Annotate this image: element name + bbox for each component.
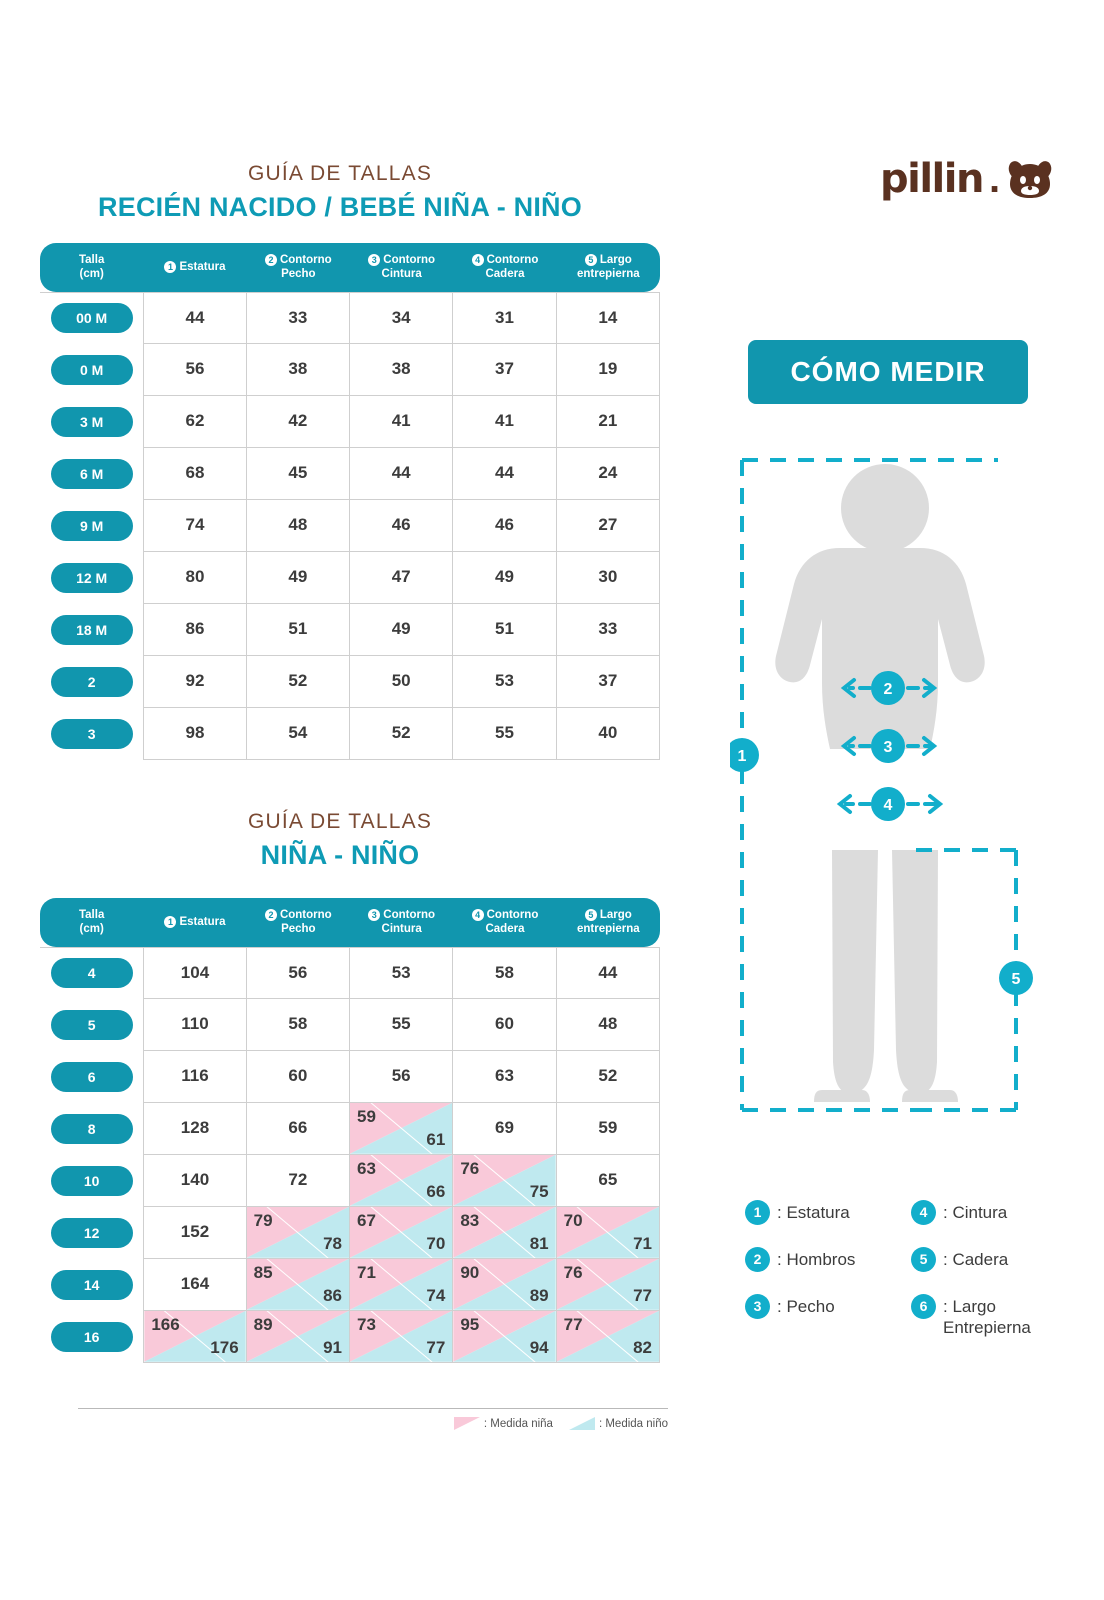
value-boy: 81 <box>529 1233 549 1253</box>
value-cintura: 38 <box>350 344 453 396</box>
size-pill: 6 M <box>51 459 133 489</box>
value-cadera: 31 <box>453 292 556 344</box>
kids-size-table <box>40 898 660 1363</box>
key-label-3: : Pecho <box>777 1297 835 1316</box>
value-pecho: 33 <box>247 292 350 344</box>
size-pill: 2 <box>51 667 133 697</box>
value-boy: 78 <box>323 1233 342 1253</box>
size-cell <box>40 1311 143 1363</box>
table-row <box>40 656 660 708</box>
value-cadera: 46 <box>453 500 556 552</box>
value-entrepierna: 48 <box>557 999 660 1051</box>
col-cintura-line2: Cintura <box>381 923 422 936</box>
col-contorno-cadera <box>453 898 556 947</box>
legend-girl-label: : Medida niña <box>483 1417 553 1430</box>
how-to-measure-banner <box>748 340 1028 404</box>
value-girl: 73 <box>356 1314 376 1334</box>
kids-table-head <box>40 898 660 947</box>
value-pecho: 45 <box>247 448 350 500</box>
value-entrepierna-split <box>557 1311 660 1363</box>
value-cadera: 37 <box>453 344 556 396</box>
legend-item-girl <box>454 1417 553 1430</box>
table-row <box>40 604 660 656</box>
baby-table-body <box>40 292 660 760</box>
size-cell <box>40 396 143 448</box>
key-badge-1-icon: 1 <box>745 1200 770 1225</box>
value-cintura: 47 <box>350 552 453 604</box>
value-cintura: 41 <box>350 396 453 448</box>
value-boy: 86 <box>323 1285 342 1305</box>
table-row <box>40 947 660 999</box>
size-pill: 00 M <box>51 303 133 333</box>
value-girl: 63 <box>356 1158 376 1178</box>
value-cadera: 53 <box>453 656 556 708</box>
value-girl: 76 <box>563 1262 583 1282</box>
badge-5-icon: 5 <box>585 254 597 266</box>
puppy-logo-icon <box>1006 158 1054 200</box>
value-cintura-split <box>350 1155 453 1207</box>
col-largo-entrepierna <box>557 243 660 292</box>
section2-title-big: NIÑA - NIÑO <box>260 840 420 870</box>
key-badge-2-icon: 2 <box>745 1247 770 1272</box>
col-talla <box>40 898 143 947</box>
col-contorno-pecho <box>247 243 350 292</box>
col-talla <box>40 243 143 292</box>
badge-2-icon: 2 <box>265 909 277 921</box>
value-girl: 70 <box>563 1210 583 1230</box>
table-row <box>40 708 660 760</box>
col-contorno-pecho <box>247 898 350 947</box>
col-pecho-line1: Contorno <box>279 254 332 266</box>
table-row <box>40 344 660 396</box>
size-cell <box>40 1259 143 1311</box>
brand-logo <box>880 152 1060 206</box>
size-pill: 3 <box>51 719 133 749</box>
table-row <box>40 999 660 1051</box>
col-entrepierna-line2: entrepierna <box>577 268 640 281</box>
value-girl: 83 <box>460 1210 480 1230</box>
value-entrepierna: 19 <box>557 344 660 396</box>
value-cadera: 51 <box>453 604 556 656</box>
col-estatura <box>143 898 246 947</box>
value-cadera-split <box>453 1311 556 1363</box>
value-cintura: 34 <box>350 292 453 344</box>
size-pill: 6 <box>51 1062 133 1092</box>
value-pecho: 52 <box>247 656 350 708</box>
section1-title-big: RECIÉN NACIDO / BEBÉ NIÑA - NIÑO <box>98 192 582 222</box>
badge-3-icon: 3 <box>368 254 380 266</box>
value-girl: 89 <box>253 1314 273 1334</box>
col-pecho-line1: Contorno <box>279 909 332 921</box>
value-entrepierna: 30 <box>557 552 660 604</box>
key-badge-6-icon: 6 <box>911 1294 936 1319</box>
value-entrepierna: 59 <box>557 1103 660 1155</box>
value-cadera: 60 <box>453 999 556 1051</box>
measurement-color-legend <box>78 1408 668 1430</box>
col-cintura-line1: Contorno <box>383 909 436 921</box>
value-boy: 176 <box>210 1337 239 1357</box>
value-girl: 77 <box>563 1314 583 1334</box>
value-entrepierna: 24 <box>557 448 660 500</box>
kids-table-body <box>40 947 660 1363</box>
value-estatura: 110 <box>143 999 246 1051</box>
col-cadera-line2: Cadera <box>485 923 525 936</box>
size-pill: 5 <box>51 1010 133 1040</box>
col-entrepierna-line2: entrepierna <box>577 923 640 936</box>
measurement-key <box>745 1200 1065 1339</box>
table-row <box>40 448 660 500</box>
value-boy: 66 <box>426 1181 446 1201</box>
value-cadera: 63 <box>453 1051 556 1103</box>
section2-heading <box>20 810 660 871</box>
value-entrepierna: 52 <box>557 1051 660 1103</box>
value-estatura: 92 <box>143 656 246 708</box>
value-cintura-split <box>350 1207 453 1259</box>
size-cell <box>40 552 143 604</box>
figure-badge-2-label: 2 <box>883 681 893 698</box>
section1-heading <box>20 162 660 223</box>
value-estatura: 80 <box>143 552 246 604</box>
badge-3-icon: 3 <box>368 909 380 921</box>
size-pill: 10 <box>51 1166 133 1196</box>
value-cadera-split <box>453 1155 556 1207</box>
badge-1-icon: 1 <box>164 261 176 273</box>
value-cintura: 56 <box>350 1051 453 1103</box>
value-cintura: 53 <box>350 947 453 999</box>
value-entrepierna: 21 <box>557 396 660 448</box>
value-cintura-split <box>350 1103 453 1155</box>
col-contorno-cintura <box>350 243 453 292</box>
size-cell <box>40 1207 143 1259</box>
value-entrepierna: 33 <box>557 604 660 656</box>
value-entrepierna: 14 <box>557 292 660 344</box>
col-talla-line1: Talla <box>78 254 105 266</box>
value-girl: 67 <box>356 1210 376 1230</box>
value-cadera-split <box>453 1259 556 1311</box>
key-label-2: : Hombros <box>777 1250 856 1269</box>
size-cell <box>40 292 143 344</box>
value-pecho: 42 <box>247 396 350 448</box>
value-estatura: 140 <box>143 1155 246 1207</box>
key-label-1: : Estatura <box>777 1203 850 1222</box>
value-estatura: 116 <box>143 1051 246 1103</box>
table-row <box>40 500 660 552</box>
value-girl: 71 <box>356 1262 376 1282</box>
kids-size-table-wrapper <box>40 898 660 1363</box>
key-item-1 <box>745 1200 899 1225</box>
value-boy: 91 <box>323 1337 342 1357</box>
value-estatura: 62 <box>143 396 246 448</box>
value-boy: 71 <box>633 1233 652 1253</box>
size-pill: 4 <box>51 958 133 988</box>
value-cadera: 69 <box>453 1103 556 1155</box>
value-estatura-split <box>143 1311 246 1363</box>
size-pill: 16 <box>51 1322 133 1352</box>
size-pill: 18 M <box>51 615 133 645</box>
value-pecho: 48 <box>247 500 350 552</box>
girl-swatch-icon <box>454 1417 480 1430</box>
col-entrepierna-line1: Largo <box>599 909 632 921</box>
col-cadera-line2: Cadera <box>485 268 525 281</box>
value-estatura: 74 <box>143 500 246 552</box>
value-boy: 77 <box>426 1337 446 1357</box>
legend-divider <box>78 1408 668 1409</box>
value-cintura: 50 <box>350 656 453 708</box>
key-item-5 <box>911 1247 1065 1272</box>
col-contorno-cadera <box>453 243 556 292</box>
legend-boy-label: : Medida niño <box>598 1417 668 1430</box>
badge-1-icon: 1 <box>164 916 176 928</box>
key-label-5: : Cadera <box>943 1250 1009 1269</box>
size-cell <box>40 1155 143 1207</box>
col-cadera-line1: Contorno <box>486 909 539 921</box>
value-pecho: 66 <box>247 1103 350 1155</box>
size-pill: 9 M <box>51 511 133 541</box>
key-badge-5-icon: 5 <box>911 1247 936 1272</box>
table-row <box>40 552 660 604</box>
child-silhouette-icon <box>775 464 984 1102</box>
legend-items <box>78 1417 668 1430</box>
value-entrepierna-split <box>557 1207 660 1259</box>
section2-title-small: GUÍA DE TALLAS <box>247 810 433 833</box>
size-pill: 14 <box>51 1270 133 1300</box>
value-cadera: 58 <box>453 947 556 999</box>
table-row <box>40 1103 660 1155</box>
legend-item-boy <box>569 1417 668 1430</box>
figure-badge-3-label: 3 <box>883 739 893 756</box>
table-row <box>40 396 660 448</box>
value-pecho: 58 <box>247 999 350 1051</box>
size-cell <box>40 999 143 1051</box>
table-row <box>40 1155 660 1207</box>
figure-svg <box>730 450 1040 1140</box>
col-entrepierna-line1: Largo <box>599 254 632 266</box>
value-boy: 75 <box>529 1181 549 1201</box>
value-cadera-split <box>453 1207 556 1259</box>
size-pill: 12 M <box>51 563 133 593</box>
value-pecho-split <box>247 1259 350 1311</box>
value-cintura: 52 <box>350 708 453 760</box>
value-cadera: 44 <box>453 448 556 500</box>
col-estatura-label: Estatura <box>179 261 226 274</box>
value-estatura: 68 <box>143 448 246 500</box>
value-entrepierna: 40 <box>557 708 660 760</box>
baby-size-table-wrapper <box>40 243 660 760</box>
key-item-4 <box>911 1200 1065 1225</box>
value-estatura: 164 <box>143 1259 246 1311</box>
value-estatura: 98 <box>143 708 246 760</box>
value-boy: 70 <box>426 1233 446 1253</box>
how-to-measure-title: CÓMO MEDIR <box>790 356 986 387</box>
table-row <box>40 292 660 344</box>
key-item-3 <box>745 1294 899 1339</box>
size-cell <box>40 604 143 656</box>
value-boy: 82 <box>633 1337 652 1357</box>
brand-name: pillin <box>880 156 983 202</box>
col-cadera-line1: Contorno <box>486 254 539 266</box>
figure-badge-5-label: 5 <box>1011 971 1021 988</box>
brand-dot: . <box>988 156 1001 201</box>
value-estatura: 152 <box>143 1207 246 1259</box>
value-pecho: 54 <box>247 708 350 760</box>
badge-4-icon: 4 <box>472 909 484 921</box>
col-pecho-line2: Pecho <box>281 923 316 936</box>
col-cintura-line1: Contorno <box>383 254 436 266</box>
value-pecho-split <box>247 1311 350 1363</box>
value-girl: 166 <box>151 1314 180 1334</box>
col-pecho-line2: Pecho <box>281 268 316 281</box>
value-pecho: 49 <box>247 552 350 604</box>
value-cintura-split <box>350 1259 453 1311</box>
size-pill: 0 M <box>51 355 133 385</box>
figure-badge-1-label: 1 <box>737 748 747 765</box>
boy-swatch-icon <box>569 1417 595 1430</box>
value-boy: 89 <box>529 1285 549 1305</box>
value-estatura: 104 <box>143 947 246 999</box>
value-entrepierna: 27 <box>557 500 660 552</box>
key-item-2 <box>745 1247 899 1272</box>
body-measure-figure <box>730 450 1040 1140</box>
value-girl: 76 <box>460 1158 480 1178</box>
value-cadera: 49 <box>453 552 556 604</box>
key-item-6 <box>911 1294 1065 1339</box>
table-row <box>40 1051 660 1103</box>
size-cell <box>40 947 143 999</box>
badge-4-icon: 4 <box>472 254 484 266</box>
badge-5-icon: 5 <box>585 909 597 921</box>
size-pill: 3 M <box>51 407 133 437</box>
value-entrepierna-split <box>557 1259 660 1311</box>
size-cell <box>40 1103 143 1155</box>
table-row <box>40 1311 660 1363</box>
value-girl: 79 <box>253 1210 273 1230</box>
size-cell <box>40 344 143 396</box>
value-cadera: 55 <box>453 708 556 760</box>
value-cadera: 41 <box>453 396 556 448</box>
value-cintura: 55 <box>350 999 453 1051</box>
value-cintura-split <box>350 1311 453 1363</box>
value-estatura: 56 <box>143 344 246 396</box>
value-boy: 74 <box>426 1285 446 1305</box>
value-pecho: 60 <box>247 1051 350 1103</box>
size-cell <box>40 656 143 708</box>
value-estatura: 128 <box>143 1103 246 1155</box>
value-pecho: 56 <box>247 947 350 999</box>
value-boy: 77 <box>633 1285 652 1305</box>
size-cell <box>40 448 143 500</box>
col-largo-entrepierna <box>557 898 660 947</box>
badge-2-icon: 2 <box>265 254 277 266</box>
baby-table-head <box>40 243 660 292</box>
section1-title-small: GUÍA DE TALLAS <box>247 162 433 185</box>
col-cintura-line2: Cintura <box>381 268 422 281</box>
col-estatura <box>143 243 246 292</box>
value-cintura: 44 <box>350 448 453 500</box>
size-cell <box>40 500 143 552</box>
key-badge-4-icon: 4 <box>911 1200 936 1225</box>
value-girl: 59 <box>356 1106 376 1126</box>
value-pecho: 38 <box>247 344 350 396</box>
col-talla-line1: Talla <box>78 909 105 921</box>
table-row <box>40 1259 660 1311</box>
size-pill: 12 <box>51 1218 133 1248</box>
col-estatura-label: Estatura <box>179 916 226 929</box>
col-talla-line2: (cm) <box>79 268 104 281</box>
table-row <box>40 1207 660 1259</box>
value-cintura: 46 <box>350 500 453 552</box>
col-talla-line2: (cm) <box>79 923 104 936</box>
value-pecho-split <box>247 1207 350 1259</box>
size-cell <box>40 1051 143 1103</box>
baby-size-table <box>40 243 660 760</box>
value-girl: 90 <box>460 1262 480 1282</box>
value-pecho: 51 <box>247 604 350 656</box>
value-entrepierna: 65 <box>557 1155 660 1207</box>
value-boy: 94 <box>529 1337 549 1357</box>
value-estatura: 44 <box>143 292 246 344</box>
figure-badge-4-label: 4 <box>883 797 893 814</box>
value-entrepierna: 37 <box>557 656 660 708</box>
key-badge-3-icon: 3 <box>745 1294 770 1319</box>
value-pecho: 72 <box>247 1155 350 1207</box>
value-girl: 95 <box>460 1314 480 1334</box>
key-label-4: : Cintura <box>943 1203 1008 1222</box>
col-contorno-cintura <box>350 898 453 947</box>
value-boy: 61 <box>426 1129 446 1149</box>
value-entrepierna: 44 <box>557 947 660 999</box>
value-estatura: 86 <box>143 604 246 656</box>
key-label-6: : Largo Entrepierna <box>943 1297 1031 1338</box>
value-cintura: 49 <box>350 604 453 656</box>
value-girl: 85 <box>253 1262 273 1282</box>
size-cell <box>40 708 143 760</box>
size-pill: 8 <box>51 1114 133 1144</box>
